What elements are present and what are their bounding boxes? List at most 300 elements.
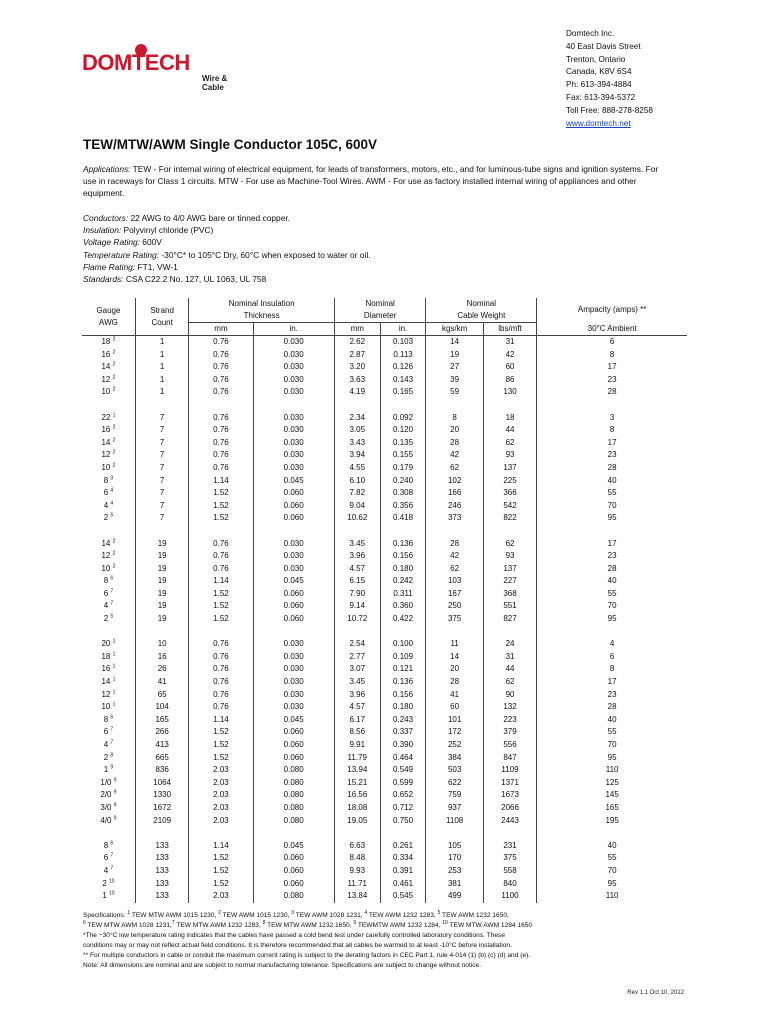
header-unit: in. xyxy=(253,323,334,336)
spec-footnote-ref: 7 xyxy=(110,739,114,746)
cell-dia-in: 0.545 xyxy=(380,890,426,903)
table-row xyxy=(82,613,687,626)
cell-gauge xyxy=(82,613,135,626)
gauge-value: 2 xyxy=(102,878,107,888)
header-ampacity: Ampacity (amps) ** xyxy=(537,298,687,323)
cell-dia-mm: 3.20 xyxy=(334,361,380,374)
cell-ampacity: 110 xyxy=(537,764,687,777)
cell-ins-in: 0.030 xyxy=(253,701,334,714)
cell-gauge xyxy=(82,752,135,765)
cell-strand: 19 xyxy=(135,575,189,588)
gauge-value: 4 xyxy=(103,601,109,611)
cell-ins-mm: 2.03 xyxy=(189,802,253,815)
spec-footnote-ref: 7 xyxy=(110,726,114,733)
cell-weight-kg: 503 xyxy=(426,764,483,777)
cell-ins-mm: 1.52 xyxy=(189,739,253,752)
cell-ins-in: 0.060 xyxy=(253,752,334,765)
cell-strand: 7 xyxy=(135,500,189,513)
gauge-value: 14 xyxy=(101,362,111,372)
footnotes xyxy=(83,911,703,971)
spec-footnote-ref: 7 xyxy=(110,600,114,607)
cell-ins-in: 0.030 xyxy=(253,638,334,651)
spec-footnote-ref: 1 xyxy=(112,701,116,708)
cell-strand: 1 xyxy=(135,361,189,374)
cell-ins-in: 0.060 xyxy=(253,588,334,601)
spec-label: Standards: xyxy=(83,274,124,285)
cell-strand: 7 xyxy=(135,449,189,462)
table-row xyxy=(82,437,687,450)
cell-dia-mm: 19.05 xyxy=(334,815,380,828)
cell-dia-in: 0.334 xyxy=(380,852,426,865)
page-title: TEW/MTW/AWM Single Conductor 105C, 600V xyxy=(83,137,378,152)
spec-line-1 xyxy=(83,911,703,921)
cell-weight-kg: 101 xyxy=(426,714,483,727)
applications-text: TEW - For internal wiring of electrical equipment, for leads of transformers, motors, etc., and for luminous-tube signs and ignition systems. For use in raceways for Class 1 circuits. MTW - For use as Machine-Tool Wires. AWM - For use as factory installed internal wiring of appliances and other equipment. xyxy=(83,164,659,199)
cell-strand: 7 xyxy=(135,475,189,488)
cell-ins-in: 0.045 xyxy=(253,840,334,853)
gauge-value: 16 xyxy=(101,425,111,435)
spec-row xyxy=(83,249,663,261)
cell-ins-in: 0.030 xyxy=(253,361,334,374)
table-row xyxy=(82,777,687,790)
cell-gauge xyxy=(82,412,135,425)
gauge-value: 6 xyxy=(103,853,109,863)
cell-ins-mm: 1.14 xyxy=(189,840,253,853)
header-weight: Nominal xyxy=(426,298,537,310)
cell-strand: 1 xyxy=(135,374,189,387)
spec-footnote-ref: 7 xyxy=(110,865,114,872)
cell-weight-kg: 252 xyxy=(426,739,483,752)
table-row xyxy=(82,701,687,714)
cell-gauge xyxy=(82,802,135,815)
cell-ins-mm: 0.76 xyxy=(189,651,253,664)
group-spacer xyxy=(82,827,687,840)
footnote-number: 2 xyxy=(218,909,221,916)
cell-gauge xyxy=(82,487,135,500)
cell-gauge xyxy=(82,739,135,752)
spec-footnote-ref: 7 xyxy=(110,852,114,859)
gauge-value: 4 xyxy=(103,500,109,510)
cell-ampacity: 40 xyxy=(537,840,687,853)
gauge-value: 14 xyxy=(101,437,111,447)
cell-dia-in: 0.243 xyxy=(380,714,426,727)
cell-gauge xyxy=(82,701,135,714)
contact-line: Toll Free: 888-278-8258 xyxy=(566,105,653,115)
cell-ins-mm: 0.76 xyxy=(189,638,253,651)
cell-weight-lb: 130 xyxy=(483,386,536,399)
cell-gauge xyxy=(82,840,135,853)
cell-ins-mm: 1.52 xyxy=(189,600,253,613)
cell-ampacity: 17 xyxy=(537,676,687,689)
cell-dia-in: 0.652 xyxy=(380,789,426,802)
spec-footnote-ref: 4 xyxy=(110,500,114,507)
cell-weight-lb: 42 xyxy=(483,349,536,362)
footnote-spec-text: TEW AWM 1232 1283, xyxy=(367,912,438,919)
cell-strand: 19 xyxy=(135,588,189,601)
cell-weight-kg: 11 xyxy=(426,638,483,651)
gauge-value: 8 xyxy=(103,714,109,724)
cell-gauge xyxy=(82,865,135,878)
contact-line: Canada, K8V 6S4 xyxy=(566,67,632,77)
spec-footnote-ref: 6 xyxy=(110,840,114,847)
cell-ins-mm: 1.52 xyxy=(189,878,253,891)
cell-gauge xyxy=(82,764,135,777)
cell-dia-in: 0.599 xyxy=(380,777,426,790)
spec-row xyxy=(83,212,663,224)
cell-ampacity: 70 xyxy=(537,500,687,513)
cell-weight-lb: 24 xyxy=(483,638,536,651)
cell-weight-kg: 27 xyxy=(426,361,483,374)
contact-line: Fax: 613-394-5372 xyxy=(566,92,636,102)
cell-gauge xyxy=(82,349,135,362)
cell-dia-in: 0.418 xyxy=(380,512,426,525)
cell-dia-mm: 2.54 xyxy=(334,638,380,651)
cell-dia-in: 0.750 xyxy=(380,815,426,828)
cell-weight-lb: 558 xyxy=(483,865,536,878)
cell-ins-mm: 0.76 xyxy=(189,437,253,450)
cell-dia-in: 0.092 xyxy=(380,412,426,425)
cell-dia-in: 0.135 xyxy=(380,437,426,450)
cell-strand: 19 xyxy=(135,600,189,613)
cell-ampacity: 8 xyxy=(537,349,687,362)
spec-footnote-ref: 6 xyxy=(110,714,114,721)
header-unit: in. xyxy=(380,323,426,336)
cell-weight-lb: 822 xyxy=(483,512,536,525)
gauge-value: 6 xyxy=(103,588,109,598)
cell-ins-mm: 0.76 xyxy=(189,336,253,349)
cell-dia-in: 0.422 xyxy=(380,613,426,626)
cell-ins-in: 0.030 xyxy=(253,412,334,425)
footnote-spec-text: TEW MTW AWM 1015 1230, xyxy=(130,912,219,919)
spec-footnote-ref: 5 xyxy=(110,512,114,519)
cell-ampacity: 6 xyxy=(537,336,687,349)
cell-strand: 165 xyxy=(135,714,189,727)
gauge-value: 20 xyxy=(101,639,111,649)
cell-weight-kg: 102 xyxy=(426,475,483,488)
table-row xyxy=(82,487,687,500)
cell-ampacity: 4 xyxy=(537,638,687,651)
cell-ampacity: 23 xyxy=(537,689,687,702)
cell-dia-in: 0.120 xyxy=(380,424,426,437)
cell-weight-lb: 375 xyxy=(483,852,536,865)
cell-weight-kg: 172 xyxy=(426,726,483,739)
cell-ins-in: 0.080 xyxy=(253,789,334,802)
cell-weight-kg: 14 xyxy=(426,336,483,349)
table-row xyxy=(82,361,687,374)
cell-ampacity: 6 xyxy=(537,651,687,664)
cell-ins-mm: 0.76 xyxy=(189,349,253,362)
table-row xyxy=(82,475,687,488)
cell-gauge xyxy=(82,575,135,588)
cell-weight-lb: 1109 xyxy=(483,764,536,777)
gauge-value: 2 xyxy=(103,513,109,523)
cell-ampacity: 8 xyxy=(537,424,687,437)
spec-footnote-ref: 2 xyxy=(112,449,116,456)
footnote-spec-text: TEW AWM 1232 1650, xyxy=(440,912,509,919)
spec-footnote-ref: 3 xyxy=(110,474,114,481)
header-insulation: Nominal Insulation xyxy=(189,298,334,310)
website-link[interactable]: www.domtech.net xyxy=(566,118,631,128)
cell-gauge xyxy=(82,475,135,488)
cell-ampacity: 28 xyxy=(537,563,687,576)
cell-ins-in: 0.060 xyxy=(253,878,334,891)
table-row xyxy=(82,739,687,752)
cell-ampacity: 17 xyxy=(537,361,687,374)
cell-weight-lb: 368 xyxy=(483,588,536,601)
cell-dia-in: 0.180 xyxy=(380,701,426,714)
contact-line: 40 East Davis Street xyxy=(566,41,641,51)
cell-dia-mm: 9.04 xyxy=(334,500,380,513)
cell-ins-in: 0.045 xyxy=(253,714,334,727)
cell-gauge xyxy=(82,424,135,437)
spec-footnote-ref: 9 xyxy=(110,764,114,771)
footnote-number: 9 xyxy=(353,919,357,926)
cell-strand: 133 xyxy=(135,890,189,903)
cell-weight-kg: 20 xyxy=(426,424,483,437)
cell-ampacity: 70 xyxy=(537,865,687,878)
cell-weight-kg: 103 xyxy=(426,575,483,588)
cell-dia-in: 0.136 xyxy=(380,676,426,689)
table-row xyxy=(82,600,687,613)
spec-row xyxy=(83,236,663,248)
gauge-value: 2 xyxy=(103,752,109,762)
cell-strand: 1 xyxy=(135,336,189,349)
spec-footnote-ref: 4 xyxy=(110,487,114,494)
table-row xyxy=(82,890,687,903)
cell-gauge xyxy=(82,386,135,399)
cell-ins-mm: 1.52 xyxy=(189,613,253,626)
gauge-value: 12 xyxy=(101,551,111,561)
cell-ampacity: 95 xyxy=(537,752,687,765)
cell-ins-mm: 0.76 xyxy=(189,386,253,399)
gauge-value: 16 xyxy=(101,349,111,359)
cell-ampacity: 145 xyxy=(537,789,687,802)
cell-ins-mm: 1.14 xyxy=(189,714,253,727)
cell-gauge xyxy=(82,500,135,513)
gauge-value: 12 xyxy=(101,689,111,699)
group-spacer xyxy=(82,399,687,412)
table-row xyxy=(82,752,687,765)
cell-gauge xyxy=(82,361,135,374)
cell-dia-in: 0.242 xyxy=(380,575,426,588)
cell-weight-lb: 223 xyxy=(483,714,536,727)
gauge-value: 12 xyxy=(101,374,111,384)
cell-dia-in: 0.712 xyxy=(380,802,426,815)
spec-row xyxy=(83,273,663,285)
cell-strand: 19 xyxy=(135,538,189,551)
cell-dia-in: 0.179 xyxy=(380,462,426,475)
cell-strand: 133 xyxy=(135,865,189,878)
conductor-table xyxy=(82,298,687,903)
spec-value: 600V xyxy=(139,237,162,248)
cell-ins-mm: 1.52 xyxy=(189,512,253,525)
cell-weight-kg: 39 xyxy=(426,374,483,387)
table-row xyxy=(82,726,687,739)
cell-dia-mm: 15.21 xyxy=(334,777,380,790)
cell-dia-mm: 4.55 xyxy=(334,462,380,475)
cell-dia-mm: 18.08 xyxy=(334,802,380,815)
cell-weight-kg: 375 xyxy=(426,613,483,626)
spec-footnote-ref: 2 xyxy=(112,550,116,557)
cell-strand: 7 xyxy=(135,512,189,525)
cell-dia-mm: 2.62 xyxy=(334,336,380,349)
cell-ins-mm: 1.52 xyxy=(189,588,253,601)
header-ampacity-sub: 30°C Ambient xyxy=(537,323,687,336)
gauge-value: 18 xyxy=(101,651,111,661)
gauge-value: 1/0 xyxy=(100,777,112,787)
cell-dia-mm: 3.63 xyxy=(334,374,380,387)
cell-gauge xyxy=(82,449,135,462)
cell-weight-kg: 60 xyxy=(426,701,483,714)
cell-weight-kg: 622 xyxy=(426,777,483,790)
cell-ins-in: 0.045 xyxy=(253,475,334,488)
cell-gauge xyxy=(82,890,135,903)
spec-footnote-ref: 8 xyxy=(110,751,114,758)
cell-weight-lb: 366 xyxy=(483,487,536,500)
cell-weight-kg: 499 xyxy=(426,890,483,903)
gauge-value: 10 xyxy=(101,387,111,397)
contact-block xyxy=(566,28,653,130)
cell-strand: 1 xyxy=(135,349,189,362)
spec-value: CSA C22.2 No. 127, UL 1063, UL 758 xyxy=(123,274,267,285)
table-row xyxy=(82,349,687,362)
footnote-spec-text: TEW MTW AWM 1028 1231, xyxy=(85,922,172,929)
cell-weight-kg: 253 xyxy=(426,865,483,878)
table-row xyxy=(82,412,687,425)
cell-weight-kg: 28 xyxy=(426,538,483,551)
cell-ampacity: 70 xyxy=(537,739,687,752)
cell-weight-lb: 18 xyxy=(483,412,536,425)
cell-strand: 133 xyxy=(135,840,189,853)
cell-ampacity: 40 xyxy=(537,475,687,488)
cell-strand: 266 xyxy=(135,726,189,739)
cell-weight-kg: 384 xyxy=(426,752,483,765)
cell-dia-mm: 6.10 xyxy=(334,475,380,488)
table-row xyxy=(82,878,687,891)
cell-strand: 1672 xyxy=(135,802,189,815)
cell-ins-mm: 1.52 xyxy=(189,865,253,878)
cell-strand: 665 xyxy=(135,752,189,765)
cell-dia-mm: 3.43 xyxy=(334,437,380,450)
cell-gauge xyxy=(82,651,135,664)
cell-dia-in: 0.356 xyxy=(380,500,426,513)
cell-dia-in: 0.103 xyxy=(380,336,426,349)
spec-row xyxy=(83,261,663,273)
cell-weight-lb: 132 xyxy=(483,701,536,714)
applications-label: Applications: xyxy=(83,164,131,174)
cell-weight-kg: 42 xyxy=(426,550,483,563)
cell-dia-mm: 16.56 xyxy=(334,789,380,802)
cell-weight-lb: 840 xyxy=(483,878,536,891)
cell-weight-kg: 19 xyxy=(426,349,483,362)
cell-weight-lb: 90 xyxy=(483,689,536,702)
cell-weight-lb: 556 xyxy=(483,739,536,752)
cell-dia-in: 0.308 xyxy=(380,487,426,500)
cell-strand: 19 xyxy=(135,563,189,576)
gauge-value: 4 xyxy=(103,740,109,749)
cell-strand: 836 xyxy=(135,764,189,777)
gauge-value: 4/0 xyxy=(100,815,112,825)
cell-strand: 7 xyxy=(135,487,189,500)
cell-weight-lb: 62 xyxy=(483,437,536,450)
cell-weight-kg: 373 xyxy=(426,512,483,525)
cell-weight-lb: 62 xyxy=(483,676,536,689)
cell-ins-in: 0.060 xyxy=(253,852,334,865)
spec-footnote-ref: 10 xyxy=(109,890,115,897)
cell-ampacity: 70 xyxy=(537,600,687,613)
cell-ins-mm: 2.03 xyxy=(189,764,253,777)
cell-dia-in: 0.126 xyxy=(380,361,426,374)
table-row xyxy=(82,563,687,576)
cell-dia-mm: 3.05 xyxy=(334,424,380,437)
cell-weight-lb: 137 xyxy=(483,563,536,576)
cell-weight-lb: 542 xyxy=(483,500,536,513)
cell-ins-mm: 0.76 xyxy=(189,424,253,437)
gauge-value: 14 xyxy=(101,677,111,687)
gauge-value: 10 xyxy=(101,702,111,712)
footnote-spec-text: TEWMTW AWM 1232 1284, xyxy=(356,922,443,929)
header-unit: mm xyxy=(189,323,253,336)
cell-ins-mm: 1.52 xyxy=(189,487,253,500)
gauge-value: 22 xyxy=(101,412,111,422)
table-row xyxy=(82,575,687,588)
cell-gauge xyxy=(82,600,135,613)
spec-value: FT1, VW-1 xyxy=(135,261,178,272)
cell-weight-lb: 847 xyxy=(483,752,536,765)
table-row xyxy=(82,588,687,601)
cell-weight-lb: 1673 xyxy=(483,789,536,802)
table-row xyxy=(82,386,687,399)
cell-weight-lb: 1100 xyxy=(483,890,536,903)
cell-ampacity: 95 xyxy=(537,613,687,626)
cell-ins-in: 0.030 xyxy=(253,374,334,387)
group-spacer xyxy=(82,525,687,538)
gauge-value: 6 xyxy=(103,727,109,737)
footnote-number: 5 xyxy=(437,909,441,916)
cell-ins-in: 0.060 xyxy=(253,739,334,752)
cell-dia-mm: 11.79 xyxy=(334,752,380,765)
spec-footnote-ref: 5 xyxy=(110,613,114,620)
cell-ins-mm: 1.52 xyxy=(189,726,253,739)
spec-value: Polyvinyl chloride (PVC) xyxy=(121,225,214,236)
cell-gauge xyxy=(82,663,135,676)
cell-strand: 7 xyxy=(135,462,189,475)
cell-dia-in: 0.121 xyxy=(380,663,426,676)
cell-dia-in: 0.156 xyxy=(380,689,426,702)
specifications-list xyxy=(83,212,663,285)
cell-gauge xyxy=(82,777,135,790)
table-row xyxy=(82,336,687,349)
cell-gauge xyxy=(82,878,135,891)
logo-wordmark: DOMTECH xyxy=(82,50,190,75)
header-strand: Strand Count xyxy=(135,298,189,336)
cell-weight-lb: 227 xyxy=(483,575,536,588)
header-insulation-sub: Thickness xyxy=(189,310,334,323)
spec-value: 22 AWG to 4/0 AWG bare or tinned copper. xyxy=(128,213,291,223)
table-row xyxy=(82,764,687,777)
header-unit: mm xyxy=(334,323,380,336)
header-weight-sub: Cable Weight xyxy=(426,310,537,323)
gauge-value: 10 xyxy=(101,563,111,573)
spec-value: -30°C* to 105°C Dry, 60°C when exposed to water or oil. xyxy=(159,249,371,260)
cell-ins-in: 0.030 xyxy=(253,689,334,702)
cell-ins-mm: 1.14 xyxy=(189,575,253,588)
cell-weight-lb: 551 xyxy=(483,600,536,613)
cell-weight-lb: 2443 xyxy=(483,815,536,828)
cell-ins-mm: 0.76 xyxy=(189,550,253,563)
cell-dia-in: 0.391 xyxy=(380,865,426,878)
cell-ins-mm: 1.52 xyxy=(189,852,253,865)
